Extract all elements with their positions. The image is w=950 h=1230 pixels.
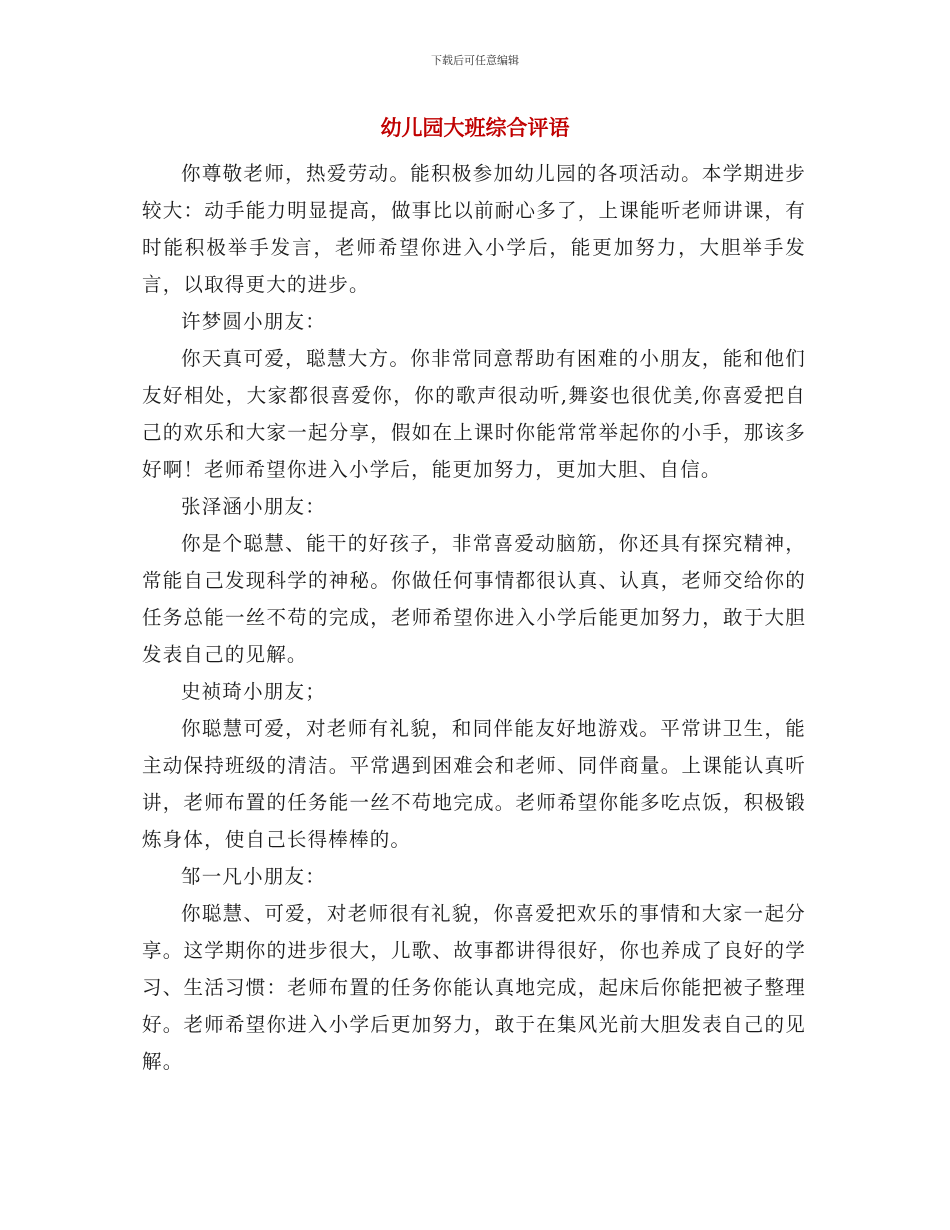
paragraph: 你天真可爱，聪慧大方。你非常同意帮助有困难的小朋友，能和他们友好相处，大家都很喜爱你，你的歌声很动听,舞姿也很优美,你喜爱把自己的欢乐和大家一起分享，假如在上课时你能常常举起你的小手，那该多好啊！老师希望你进入小学后，能更加努力，更加大胆、自信。	[142, 347, 806, 481]
student-name-heading: 张泽涵小朋友：	[181, 495, 326, 518]
student-name-heading: 许梦圆小朋友：	[181, 310, 326, 333]
paragraph: 你聪慧、可爱，对老师很有礼貌，你喜爱把欢乐的事情和大家一起分享。这学期你的进步很大，儿歌、故事都讲得很好，你也养成了良好的学习、生活习惯：老师布置的任务你能认真地完成，起床后你能把被子整理好。老师希望你进入小学后更加努力，敢于在集风光前大胆发表自己的见解。	[142, 902, 806, 1073]
document-body	[142, 155, 806, 1080]
page-header-note: 下载后可任意编辑	[431, 54, 519, 67]
student-name-heading: 邹一凡小朋友：	[181, 865, 326, 888]
paragraph: 你尊敬老师，热爱劳动。能积极参加幼儿园的各项活动。本学期进步较大：动手能力明显提高，做事比以前耐心多了，上课能听老师讲课，有时能积极举手发言，老师希望你进入小学后，能更加努力，大胆举手发言，以取得更大的进步。	[142, 162, 806, 296]
student-name-heading: 史祯琦小朋友；	[181, 680, 326, 703]
paragraph: 你是个聪慧、能干的好孩子，非常喜爱动脑筋，你还具有探究精神，常能自己发现科学的神秘。你做任何事情都很认真、认真，老师交给你的任务总能一丝不苟的完成，老师希望你进入小学后能更加努力，敢于大胆发表自己的见解。	[142, 532, 806, 666]
paragraph: 你聪慧可爱，对老师有礼貌，和同伴能友好地游戏。平常讲卫生，能主动保持班级的清洁。平常遇到困难会和老师、同伴商量。上课能认真听讲，老师布置的任务能一丝不苟地完成。老师希望你能多吃点饭，积极锻炼身体，使自己长得棒棒的。	[142, 717, 806, 851]
document-title: 幼儿园大班综合评语	[380, 116, 570, 140]
